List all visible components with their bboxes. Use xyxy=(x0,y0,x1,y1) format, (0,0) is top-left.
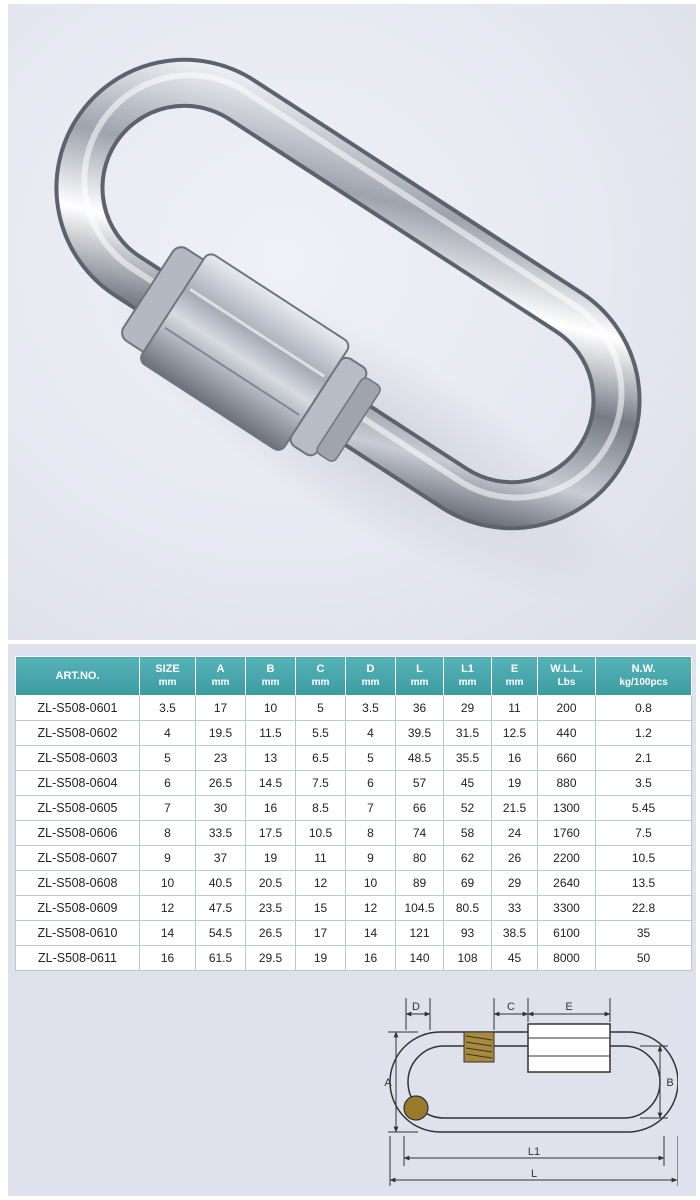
cell-nw: 1.2 xyxy=(596,721,692,746)
cell-l: 57 xyxy=(396,771,444,796)
cell-art-no: ZL-S508-0609 xyxy=(16,896,140,921)
cell-art-no: ZL-S508-0602 xyxy=(16,721,140,746)
cell-l1: 69 xyxy=(444,871,492,896)
wire-section xyxy=(404,1096,428,1120)
cell-nw: 35 xyxy=(596,921,692,946)
cell-a: 61.5 xyxy=(196,946,246,971)
cell-l: 89 xyxy=(396,871,444,896)
cell-l1: 93 xyxy=(444,921,492,946)
cell-size: 3.5 xyxy=(140,696,196,721)
cell-l1: 35.5 xyxy=(444,746,492,771)
table-row xyxy=(16,771,692,796)
cell-e: 24 xyxy=(492,821,538,846)
cell-wll: 2640 xyxy=(538,871,596,896)
column-header-l: L mm xyxy=(396,657,444,696)
cell-size: 9 xyxy=(140,846,196,871)
cell-e: 29 xyxy=(492,871,538,896)
cell-size: 14 xyxy=(140,921,196,946)
cell-b: 19 xyxy=(246,846,296,871)
column-header-size: SIZE mm xyxy=(140,657,196,696)
cell-c: 19 xyxy=(296,946,346,971)
cell-size: 6 xyxy=(140,771,196,796)
cell-size: 5 xyxy=(140,746,196,771)
cell-nw: 2.1 xyxy=(596,746,692,771)
table-body xyxy=(16,696,692,971)
column-header-b: B mm xyxy=(246,657,296,696)
cell-a: 37 xyxy=(196,846,246,871)
cell-d: 7 xyxy=(346,796,396,821)
product-photo xyxy=(8,4,696,640)
cell-l: 66 xyxy=(396,796,444,821)
cell-nw: 22.8 xyxy=(596,896,692,921)
cell-art-no: ZL-S508-0608 xyxy=(16,871,140,896)
column-header-art-no: ART.NO. xyxy=(16,657,140,696)
cell-a: 23 xyxy=(196,746,246,771)
column-header-a: A mm xyxy=(196,657,246,696)
cell-e: 16 xyxy=(492,746,538,771)
cell-art-no: ZL-S508-0601 xyxy=(16,696,140,721)
column-header-e: E mm xyxy=(492,657,538,696)
cell-art-no: ZL-S508-0607 xyxy=(16,846,140,871)
cell-b: 10 xyxy=(246,696,296,721)
threaded-end xyxy=(464,1032,494,1062)
cell-l: 36 xyxy=(396,696,444,721)
cell-d: 8 xyxy=(346,821,396,846)
cell-e: 33 xyxy=(492,896,538,921)
cell-nw: 13.5 xyxy=(596,871,692,896)
table-row xyxy=(16,821,692,846)
cell-d: 5 xyxy=(346,746,396,771)
cell-b: 13 xyxy=(246,746,296,771)
cell-d: 6 xyxy=(346,771,396,796)
table-row xyxy=(16,746,692,771)
table-row xyxy=(16,896,692,921)
cell-nw: 10.5 xyxy=(596,846,692,871)
label-l1: L1 xyxy=(527,1146,541,1158)
cell-d: 14 xyxy=(346,921,396,946)
dimension-diagram xyxy=(378,990,678,1195)
cell-wll: 1300 xyxy=(538,796,596,821)
cell-d: 12 xyxy=(346,896,396,921)
label-l: L xyxy=(530,1168,538,1180)
cell-l1: 80.5 xyxy=(444,896,492,921)
cell-c: 10.5 xyxy=(296,821,346,846)
cell-e: 11 xyxy=(492,696,538,721)
table-header-row xyxy=(16,657,692,696)
cell-b: 17.5 xyxy=(246,821,296,846)
cell-d: 16 xyxy=(346,946,396,971)
sleeve-nut xyxy=(528,1024,610,1072)
column-header-d: D mm xyxy=(346,657,396,696)
cell-e: 26 xyxy=(492,846,538,871)
table-row xyxy=(16,796,692,821)
cell-c: 6.5 xyxy=(296,746,346,771)
cell-a: 40.5 xyxy=(196,871,246,896)
cell-nw: 3.5 xyxy=(596,771,692,796)
table-row xyxy=(16,921,692,946)
cell-wll: 6100 xyxy=(538,921,596,946)
cell-art-no: ZL-S508-0604 xyxy=(16,771,140,796)
cell-size: 12 xyxy=(140,896,196,921)
cell-a: 47.5 xyxy=(196,896,246,921)
table-row xyxy=(16,721,692,746)
cell-l1: 31.5 xyxy=(444,721,492,746)
label-c: C xyxy=(507,1001,515,1013)
quick-link-illustration xyxy=(8,4,696,640)
cell-a: 19.5 xyxy=(196,721,246,746)
label-b: B xyxy=(666,1077,674,1089)
cell-l1: 62 xyxy=(444,846,492,871)
cell-c: 11 xyxy=(296,846,346,871)
cell-wll: 1760 xyxy=(538,821,596,846)
cell-c: 8.5 xyxy=(296,796,346,821)
cell-l1: 58 xyxy=(444,821,492,846)
cell-b: 14.5 xyxy=(246,771,296,796)
cell-d: 10 xyxy=(346,871,396,896)
cell-art-no: ZL-S508-0610 xyxy=(16,921,140,946)
cell-l: 74 xyxy=(396,821,444,846)
cell-a: 17 xyxy=(196,696,246,721)
label-a: A xyxy=(384,1077,392,1089)
cell-e: 19 xyxy=(492,771,538,796)
cell-size: 16 xyxy=(140,946,196,971)
table-row xyxy=(16,946,692,971)
label-e: E xyxy=(565,1001,573,1013)
cell-wll: 3300 xyxy=(538,896,596,921)
column-header-c: C mm xyxy=(296,657,346,696)
cell-b: 23.5 xyxy=(246,896,296,921)
table-row xyxy=(16,696,692,721)
cell-e: 12.5 xyxy=(492,721,538,746)
cell-wll: 440 xyxy=(538,721,596,746)
cell-c: 12 xyxy=(296,871,346,896)
cell-art-no: ZL-S508-0606 xyxy=(16,821,140,846)
cell-nw: 0.8 xyxy=(596,696,692,721)
spec-table xyxy=(15,656,692,971)
column-header-wll: W.L.L. Lbs xyxy=(538,657,596,696)
cell-e: 21.5 xyxy=(492,796,538,821)
cell-b: 29.5 xyxy=(246,946,296,971)
cell-l: 39.5 xyxy=(396,721,444,746)
cell-wll: 660 xyxy=(538,746,596,771)
cell-wll: 2200 xyxy=(538,846,596,871)
cell-size: 4 xyxy=(140,721,196,746)
cell-b: 26.5 xyxy=(246,921,296,946)
cell-nw: 5.45 xyxy=(596,796,692,821)
cell-size: 7 xyxy=(140,796,196,821)
cell-l: 140 xyxy=(396,946,444,971)
table-row xyxy=(16,846,692,871)
label-d: D xyxy=(412,1001,420,1013)
column-header-l1: L1 mm xyxy=(444,657,492,696)
cell-nw: 7.5 xyxy=(596,821,692,846)
cell-d: 9 xyxy=(346,846,396,871)
cell-c: 5.5 xyxy=(296,721,346,746)
table-row xyxy=(16,871,692,896)
cell-b: 11.5 xyxy=(246,721,296,746)
cell-b: 16 xyxy=(246,796,296,821)
cell-d: 4 xyxy=(346,721,396,746)
cell-wll: 880 xyxy=(538,771,596,796)
cell-wll: 8000 xyxy=(538,946,596,971)
cell-a: 33.5 xyxy=(196,821,246,846)
cell-l: 104.5 xyxy=(396,896,444,921)
cell-c: 5 xyxy=(296,696,346,721)
cell-e: 38.5 xyxy=(492,921,538,946)
cell-c: 15 xyxy=(296,896,346,921)
cell-nw: 50 xyxy=(596,946,692,971)
cell-size: 8 xyxy=(140,821,196,846)
cell-size: 10 xyxy=(140,871,196,896)
cell-art-no: ZL-S508-0603 xyxy=(16,746,140,771)
cell-l1: 108 xyxy=(444,946,492,971)
cell-e: 45 xyxy=(492,946,538,971)
cell-l: 48.5 xyxy=(396,746,444,771)
cell-b: 20.5 xyxy=(246,871,296,896)
cell-l: 121 xyxy=(396,921,444,946)
cell-art-no: ZL-S508-0605 xyxy=(16,796,140,821)
cell-art-no: ZL-S508-0611 xyxy=(16,946,140,971)
column-header-nw: N.W. kg/100pcs xyxy=(596,657,692,696)
cell-c: 7.5 xyxy=(296,771,346,796)
cell-l1: 52 xyxy=(444,796,492,821)
cell-l: 80 xyxy=(396,846,444,871)
cell-a: 26.5 xyxy=(196,771,246,796)
cell-a: 54.5 xyxy=(196,921,246,946)
cell-wll: 200 xyxy=(538,696,596,721)
cell-d: 3.5 xyxy=(346,696,396,721)
cell-a: 30 xyxy=(196,796,246,821)
cell-l1: 45 xyxy=(444,771,492,796)
cell-c: 17 xyxy=(296,921,346,946)
cell-l1: 29 xyxy=(444,696,492,721)
